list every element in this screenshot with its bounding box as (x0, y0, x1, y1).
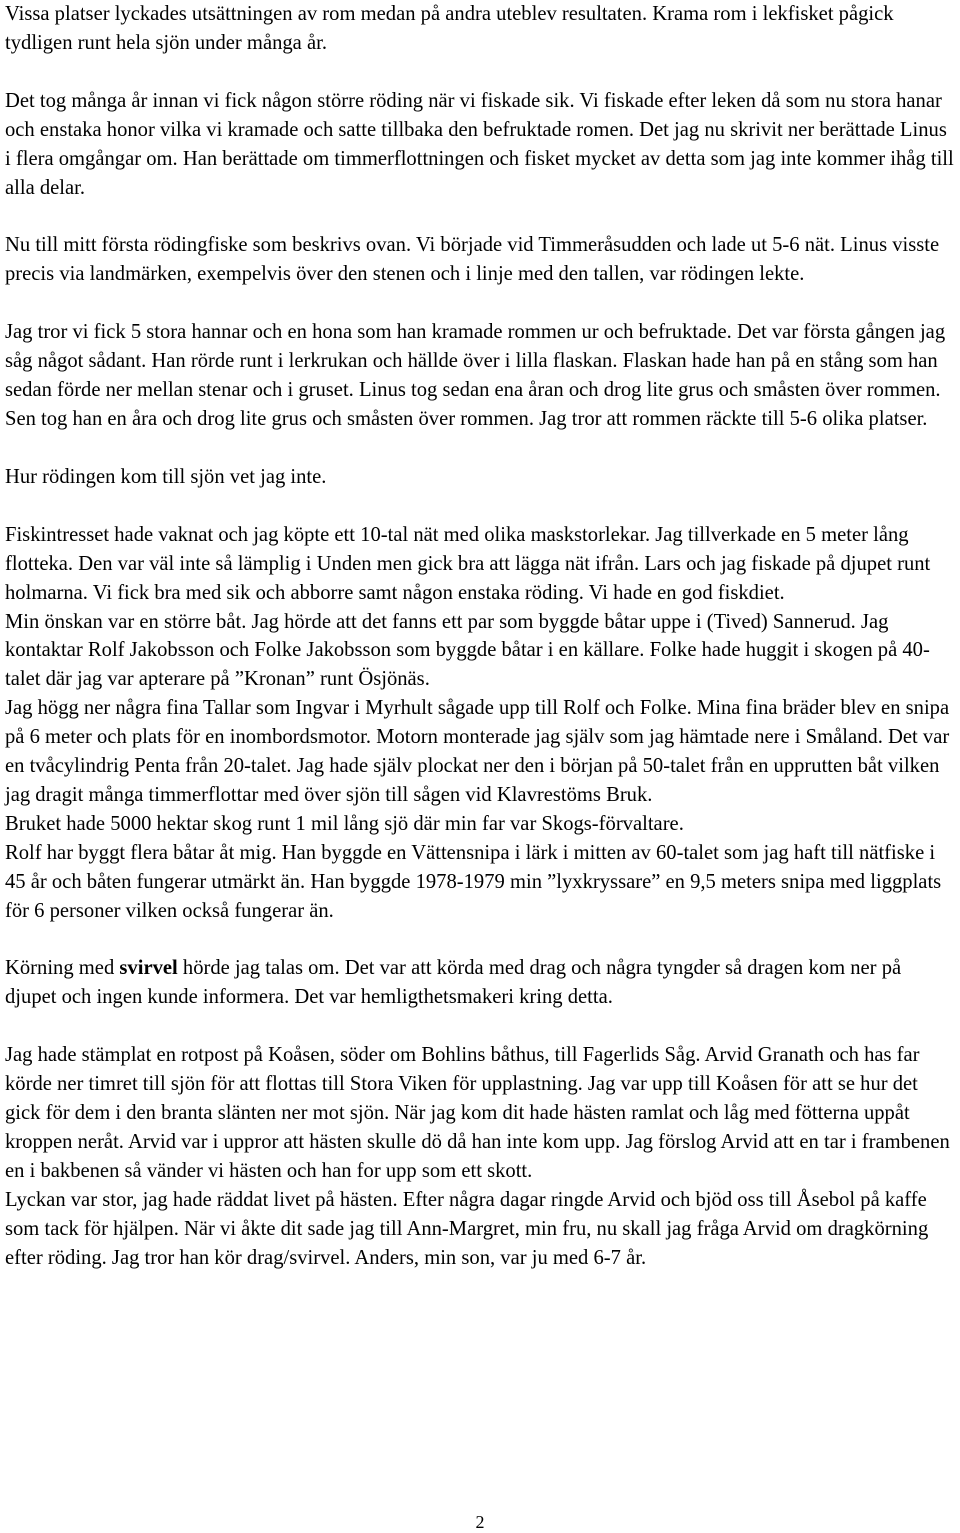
document-page (5, 0, 957, 1273)
svirvel-text-before: Körning med (5, 957, 120, 980)
paragraph-3: Nu till mitt första rödingfiske som beskrivs ovan. Vi började vid Timmeråsudden och lade ut 5-6 nät. Linus visste precis via landmärken, exempelvis över den stenen och i linje med den tallen, var rödingen lekte. (5, 234, 940, 286)
paragraph-4: Jag tror vi fick 5 stora hannar och en hona som han kramade rommen ur och befruktade. Det var första gången jag såg något sådant. Han rörde runt i lerkrukan och hällde över i lilla flaskan. Flaskan hade han på en stång som han sedan förde ner mellan stenar och i gruset. Linus tog sedan ena åran och drog lite grus och småsten över rommen. Sen tog han en åra och drog lite grus och småsten över rommen. Jag tror att rommen räckte till 5-6 olika platser. (5, 321, 946, 430)
svirvel-text-after: hörde jag talas om. Det var att körda med drag och några tyngder så dragen kom ner på djupet och ingen kunde informera. Det var hemligthetsmakeri kring detta. (5, 957, 902, 1009)
paragraph-svirvel (5, 954, 957, 1012)
page-number: 2 (475, 1512, 485, 1532)
paragraph-8: Jag högg ner några fina Tallar som Ingvar i Myrhult sågade upp till Rolf och Folke. Mina fina bräder blev en snipa på 6 meter och plats för en inombordsmotor. Motorn monterade jag själv som jag hämtade nere i Småland. Det var en tvåcylindrig Penta från 20-talet. Jag hade själv plockat ner den i början på 50-talet från en upprutten båt vilken jag dragit många timmerflottar med över sjön till sågen vid Klavrestöms Bruk. (5, 697, 950, 806)
paragraph-11: Jag hade stämplat en rotpost på Koåsen, söder om Bohlins båthus, till Fagerlids Såg. Arvid Granath och has far körde ner timret till sjön för att flottas till Stora Viken för upplastning. Jag var upp till Koåsen för att se hur det gick för dem i den branta slänten ner mot sjön. När jag kom dit hade hästen ramlat och låg med fötterna uppåt kroppen neråt. Arvid var i uppror att hästen skulle dö då han inte kom upp. Jag förslog Arvid att en tar i frambenen en i bakbenen så vänder vi hästen och han for upp som ett skott. (5, 1044, 950, 1182)
paragraph-10: Rolf har byggt flera båtar åt mig. Han byggde en Vättensnipa i lärk i mitten av 60-talet som jag haft till nätfiske i 45 år och båten fungerar utmärkt än. Han byggde 1978-1979 min ”lyxkryssare” en 9,5 meters snipa med liggplats för 6 personer vilken också fungerar än. (5, 841, 942, 922)
paragraph-2: Det tog många år innan vi fick någon större röding när vi fiskade sik. Vi fiskade efter leken då som nu stora hanar och enstaka honor vilka vi kramade och satte tillbaka den befruktade romen. Det jag nu skrivit ner berättade Linus i flera omgångar om. Han berättade om timmerflottningen och fisket mycket av detta som jag inte kommer ihåg till alla delar. (5, 89, 954, 199)
paragraph-7: Min önskan var en större båt. Jag hörde att det fanns ett par som byggde båtar uppe i (Tived) Sannerud. Jag kontaktar Rolf Jakobsson och Folke Jakobsson som byggde båtar i en källare. Folke hade huggit i skogen på 40-talet där jag var apterare på ”Kronan” runt Ösjönäs. (5, 610, 930, 691)
svirvel-bold-word: svirvel (119, 957, 178, 980)
paragraph-5: Hur rödingen kom till sjön vet jag inte. (5, 465, 327, 488)
paragraph-6: Fiskintresset hade vaknat och jag köpte ett 10-tal nät med olika maskstorlekar. Jag tillverkade en 5 meter lång flotteka. Den var väl inte så lämplig i Unden men gick bra att lägga nät ifrån. Lars och jag fiskade på djupet runt holmarna. Vi fick bra med sik och abborre samt någon enstaka röding. Vi hade en god fiskdiet. (5, 523, 931, 604)
paragraph-1: Vissa platser lyckades utsättningen av rom medan på andra uteblev resultaten. Krama rom i lekfisket pågick tydligen runt hela sjön under många år. (5, 3, 894, 54)
paragraph-9: Bruket hade 5000 hektar skog runt 1 mil lång sjö där min far var Skogs-förvaltare. (5, 812, 684, 835)
paragraph-12: Lyckan var stor, jag hade räddat livet på hästen. Efter några dagar ringde Arvid och bjöd oss till Åsebol på kaffe som tack för hjälpen. När vi åkte dit sade jag till Ann-Margret, min fru, nu skall jag fråga Arvid om dragkörning efter röding. Jag tror han kör drag/svirvel. Anders, min son, var ju med 6-7 år. (5, 1188, 929, 1269)
